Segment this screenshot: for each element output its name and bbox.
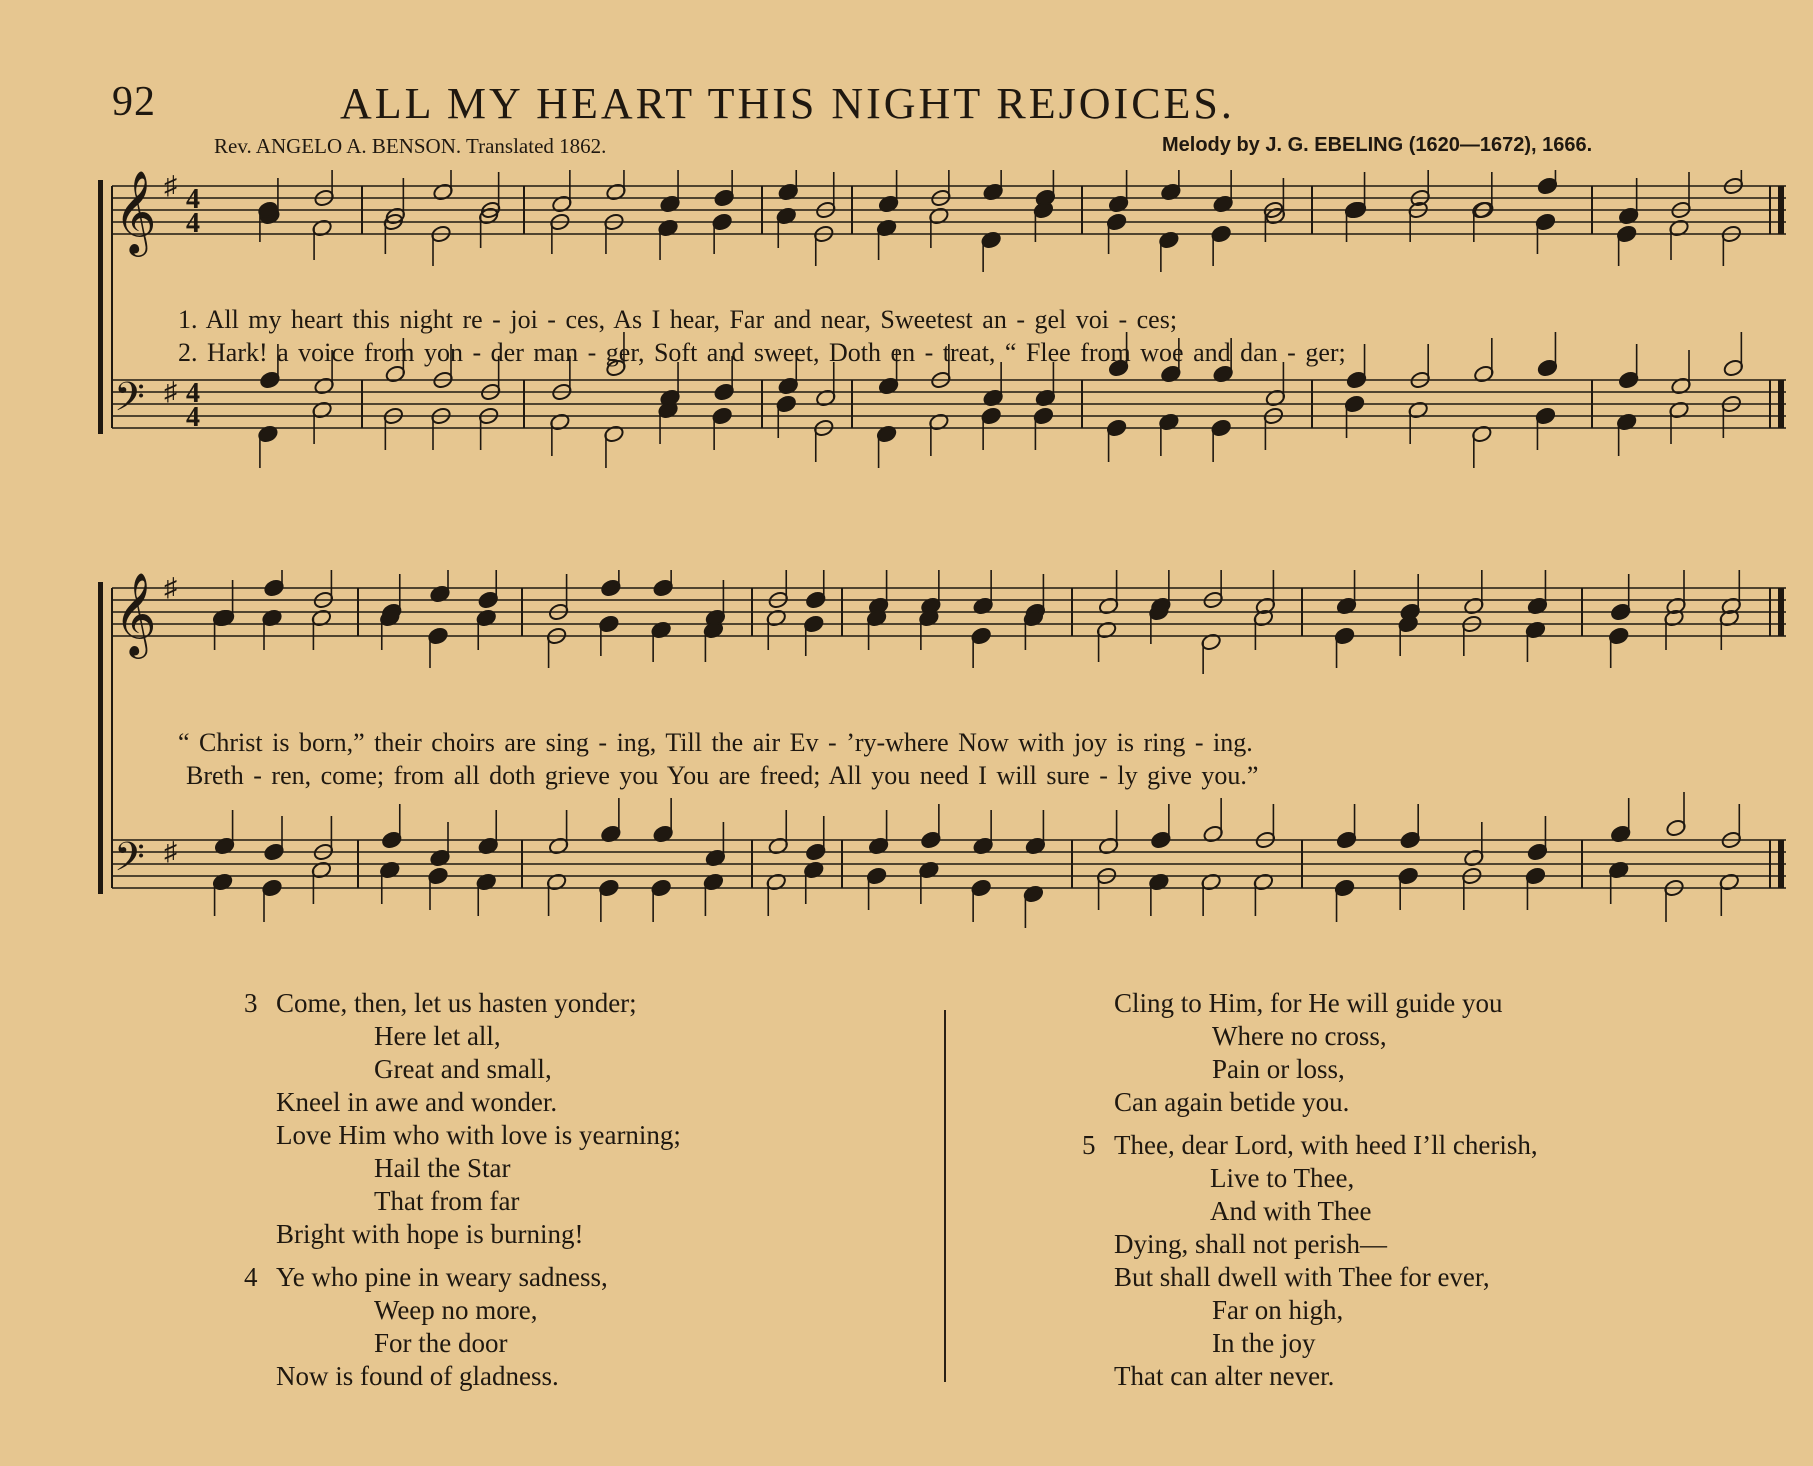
verse-line: That can alter never. — [1114, 1361, 1335, 1391]
additional-verses — [0, 988, 1813, 1408]
verse-line: Weep no more, — [374, 1295, 538, 1325]
verse-line: Can again betide you. — [1114, 1087, 1350, 1117]
end-bar — [1778, 840, 1784, 888]
page-number: 92 — [112, 79, 156, 125]
page-header — [112, 78, 1772, 138]
end-bar — [1778, 588, 1784, 636]
verse-number-3: 3 — [244, 988, 258, 1018]
verse-line: Ye who pine in weary sadness, — [276, 1262, 608, 1292]
verse-line: Hail the Star — [374, 1153, 511, 1183]
verse-line: Far on high, — [1212, 1295, 1344, 1325]
verse-line: In the joy — [1212, 1328, 1316, 1358]
verse-number-5: 5 — [1082, 1130, 1096, 1160]
treble-clef-icon: 𝄞 — [114, 571, 157, 655]
hymn-title: ALL MY HEART THIS NIGHT REJOICES. — [340, 79, 1235, 128]
verse-line: Pain or loss, — [1212, 1054, 1345, 1084]
verse-line: But shall dwell with Thee for ever, — [1114, 1262, 1490, 1292]
end-bar — [1778, 186, 1784, 234]
time-signature-bottom: 4 — [186, 208, 200, 239]
verse-line: Dying, shall not perish— — [1114, 1229, 1387, 1259]
verse-column-divider — [944, 1010, 946, 1382]
lyric-line-stanza-2-cont: Breth - ren, come; from all doth grieve you You are freed; All you need I will sure - ly give you.” — [186, 761, 1259, 790]
time-signature-bottom: 4 — [186, 402, 200, 433]
verse-line: Great and small, — [374, 1054, 552, 1084]
verse-line: Love Him who with love is yearning; — [276, 1120, 681, 1150]
system-brace-bar — [98, 180, 103, 434]
lyric-line-stanza-2: 2. Hark! a voice from yon - der man - ger, Soft and sweet, Doth en - treat, “ Flee from woe and dan - ger; — [178, 338, 1346, 367]
verse-line: For the door — [374, 1328, 508, 1358]
verse-line: Thee, dear Lord, with heed I’ll cherish, — [1114, 1130, 1538, 1160]
verse-line: Live to Thee, — [1210, 1163, 1355, 1193]
verse-line: That from far — [374, 1186, 520, 1216]
key-signature-sharp-icon: ♯ — [164, 573, 177, 602]
bass-clef-icon: 𝄢 — [114, 374, 145, 430]
time-signature-top: 4 — [186, 378, 200, 409]
verse-line: Where no cross, — [1212, 1021, 1387, 1051]
verse-line: Cling to Him, for He will guide you — [1114, 988, 1503, 1018]
end-bar — [1778, 380, 1784, 428]
verse-line: And with Thee — [1210, 1196, 1372, 1226]
bass-clef-icon: 𝄢 — [114, 834, 145, 890]
key-signature-sharp-icon: ♯ — [164, 377, 177, 406]
verse-line: Bright with hope is burning! — [276, 1219, 584, 1249]
time-signature-top: 4 — [186, 184, 200, 215]
lyric-line-stanza-1-cont: “ Christ is born,” their choirs are sing - ing, Till the air Ev - ’ry-where Now with joy is ring - ing. — [178, 728, 1253, 757]
key-signature-sharp-icon: ♯ — [164, 837, 177, 866]
melody-credit: Melody by J. G. EBELING (1620—1672), 1666. — [1162, 134, 1593, 156]
treble-clef-icon: 𝄞 — [114, 170, 157, 253]
verse-number-4: 4 — [244, 1262, 258, 1292]
words-credit: Rev. ANGELO A. BENSON. Translated 1862. — [214, 134, 607, 158]
lyric-line-stanza-1: 1. All my heart this night re - joi - ces, As I hear, Far and near, Sweetest an - gel voi - ces; — [178, 305, 1178, 334]
key-signature-sharp-icon: ♯ — [164, 171, 177, 200]
system-brace-bar — [98, 582, 103, 894]
verse-line: Come, then, let us hasten yonder; — [276, 988, 637, 1018]
verse-line: Here let all, — [374, 1021, 501, 1051]
verse-line: Kneel in awe and wonder. — [276, 1087, 558, 1117]
verse-line: Now is found of gladness. — [276, 1361, 559, 1391]
